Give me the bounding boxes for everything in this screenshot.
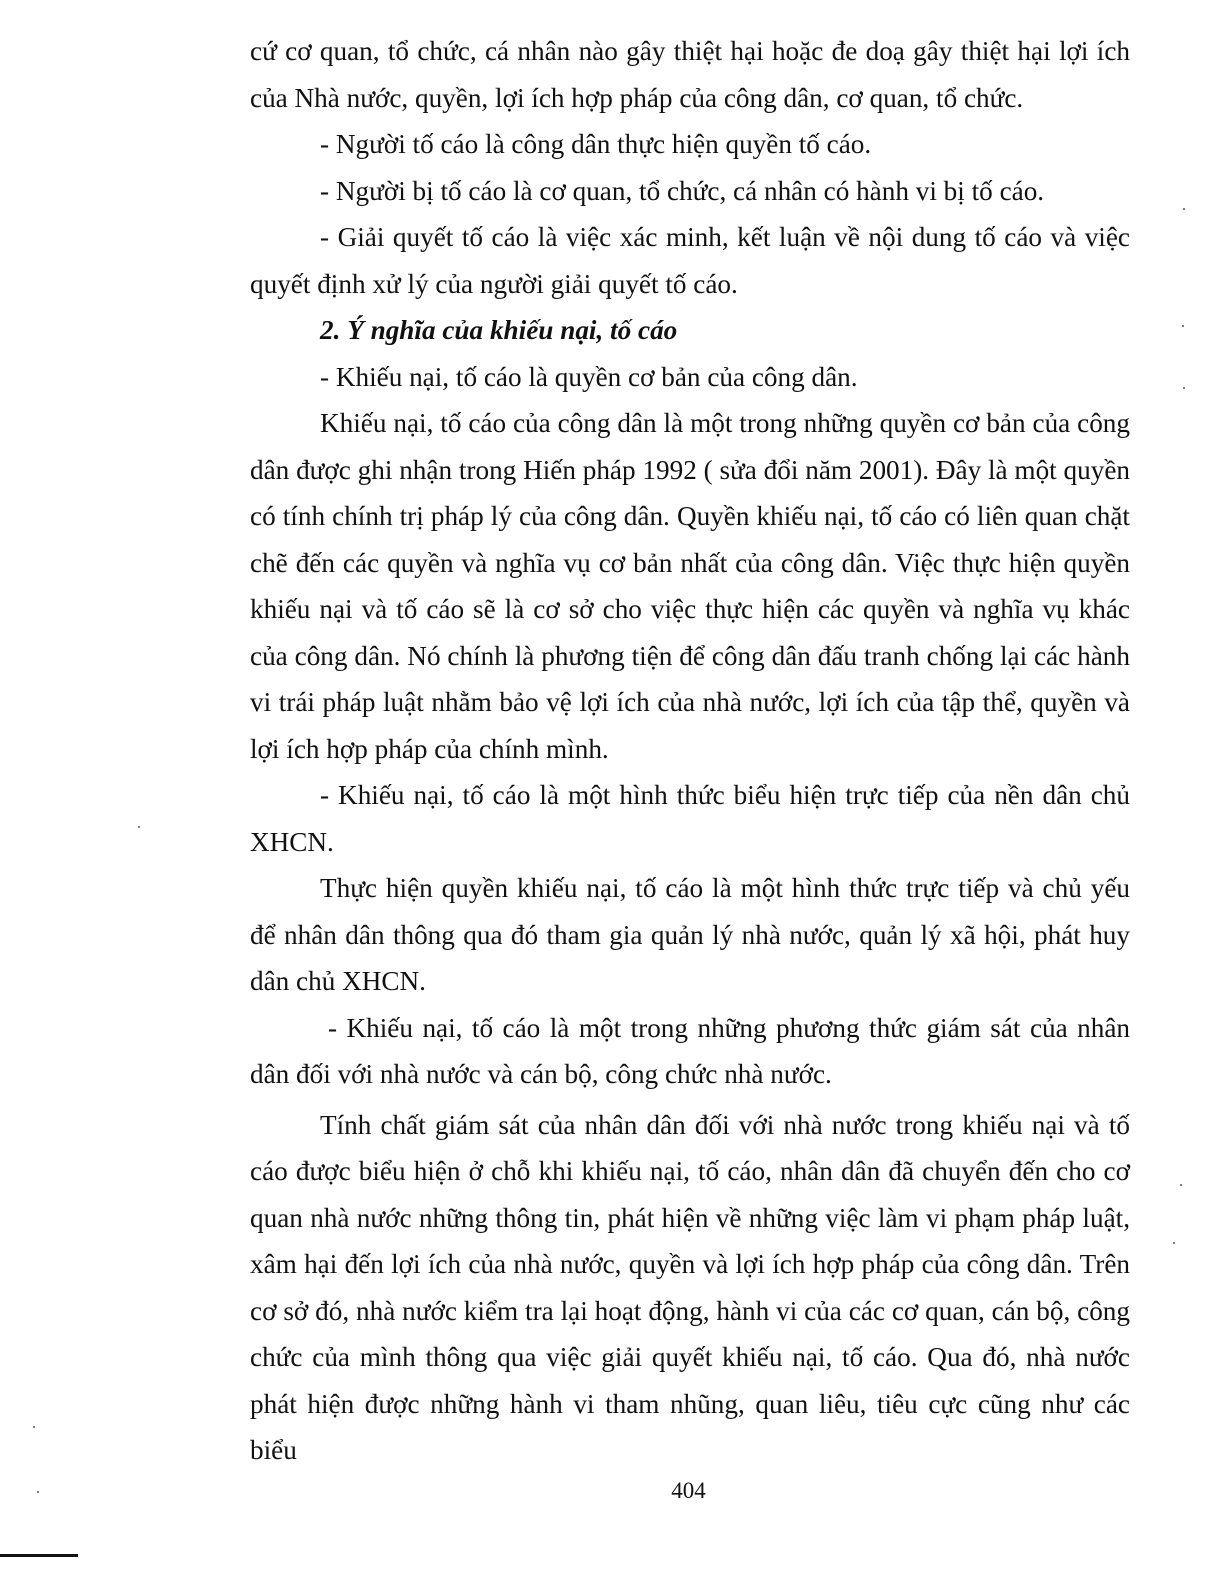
paragraph-7: - Khiếu nại, tố cáo là một hình thức biểu hiện trực tiếp của nền dân chủ XHCN.: [250, 780, 1130, 857]
scan-speck: [37, 1491, 39, 1493]
page-number: 404: [671, 1478, 706, 1503]
scan-speck: [1183, 208, 1185, 210]
paragraph-6: Khiếu nại, tố cáo của công dân là một trong những quyền cơ bản của công dân được ghi nhận trong Hiến pháp 1992 ( sửa đổi năm 2001). Đây là một quyền có tính chính trị pháp lý của công dân. Quyền khiếu nại, tố cáo có liên quan chặt chẽ đến các quyền và nghĩa vụ cơ bản nhất của công dân. Việc thực hiện quyền khiếu nại và tố cáo sẽ là cơ sở cho việc thực hiện các quyền và nghĩa vụ khác của công dân. Nó chính là phương tiện để công dân đấu tranh chống lại các hành vi trái pháp luật nhằm bảo vệ lợi ích của nhà nước, lợi ích của tập thể, quyền và lợi ích hợp pháp của chính mình.: [250, 408, 1130, 764]
scan-speck: [1183, 387, 1185, 389]
paragraph-3: - Người bị tố cáo là cơ quan, tổ chức, cá nhân có hành vi bị tố cáo.: [320, 175, 1045, 206]
scan-speck: [1182, 325, 1184, 327]
scan-speck: [1173, 1242, 1175, 1244]
paragraph-1: cứ cơ quan, tổ chức, cá nhân nào gây thiệt hại hoặc đe doạ gây thiệt hại lợi ích của Nhà nước, quyền, lợi ích hợp pháp của công dân, cơ quan, tổ chức.: [250, 36, 1130, 113]
paragraph-10: Tính chất giám sát của nhân dân đối với nhà nước trong khiếu nại và tố cáo được biểu hiện ở chỗ khi khiếu nại, tố cáo, nhân dân đã chuyển đến cho cơ quan nhà nước những thông tin, phát hiện về những việc làm vi phạm pháp luật, xâm hại đến lợi ích của nhà nước, quyền và lợi ích hợp pháp của công dân. Trên cơ sở đó, nhà nước kiểm tra lại hoạt động, hành vi của các cơ quan, cán bộ, công chức của mình thông qua việc giải quyết khiếu nại, tố cáo. Qua đó, nhà nước phát hiện được những hành vi tham nhũng, quan liêu, tiêu cực cũng như các biểu: [250, 1109, 1130, 1465]
scan-speck: [33, 1426, 35, 1428]
scan-speck: [1180, 1184, 1182, 1186]
paragraph-9: - Khiếu nại, tố cáo là một trong những phương thức giám sát của nhân dân đối với nhà nước và cán bộ, công chức nhà nước.: [250, 1012, 1130, 1089]
paragraph-5: - Khiếu nại, tố cáo là quyền cơ bản của công dân.: [320, 361, 858, 392]
scan-speck: [138, 826, 140, 828]
paragraph-2: - Người tố cáo là công dân thực hiện quyền tố cáo.: [320, 129, 872, 159]
document-body: [250, 28, 1130, 1474]
section-heading: 2. Ý nghĩa của khiếu nại, tố cáo: [320, 315, 678, 345]
paragraph-4: - Giải quyết tố cáo là việc xác minh, kết luận về nội dung tố cáo và việc quyết định xử lý của người giải quyết tố cáo.: [250, 222, 1130, 299]
paragraph-8: Thực hiện quyền khiếu nại, tố cáo là một hình thức trực tiếp và chủ yếu để nhân dân thông qua đó tham gia quản lý nhà nước, quản lý xã hội, phát huy dân chủ XHCN.: [250, 873, 1130, 996]
footer-rule: [0, 1554, 78, 1557]
